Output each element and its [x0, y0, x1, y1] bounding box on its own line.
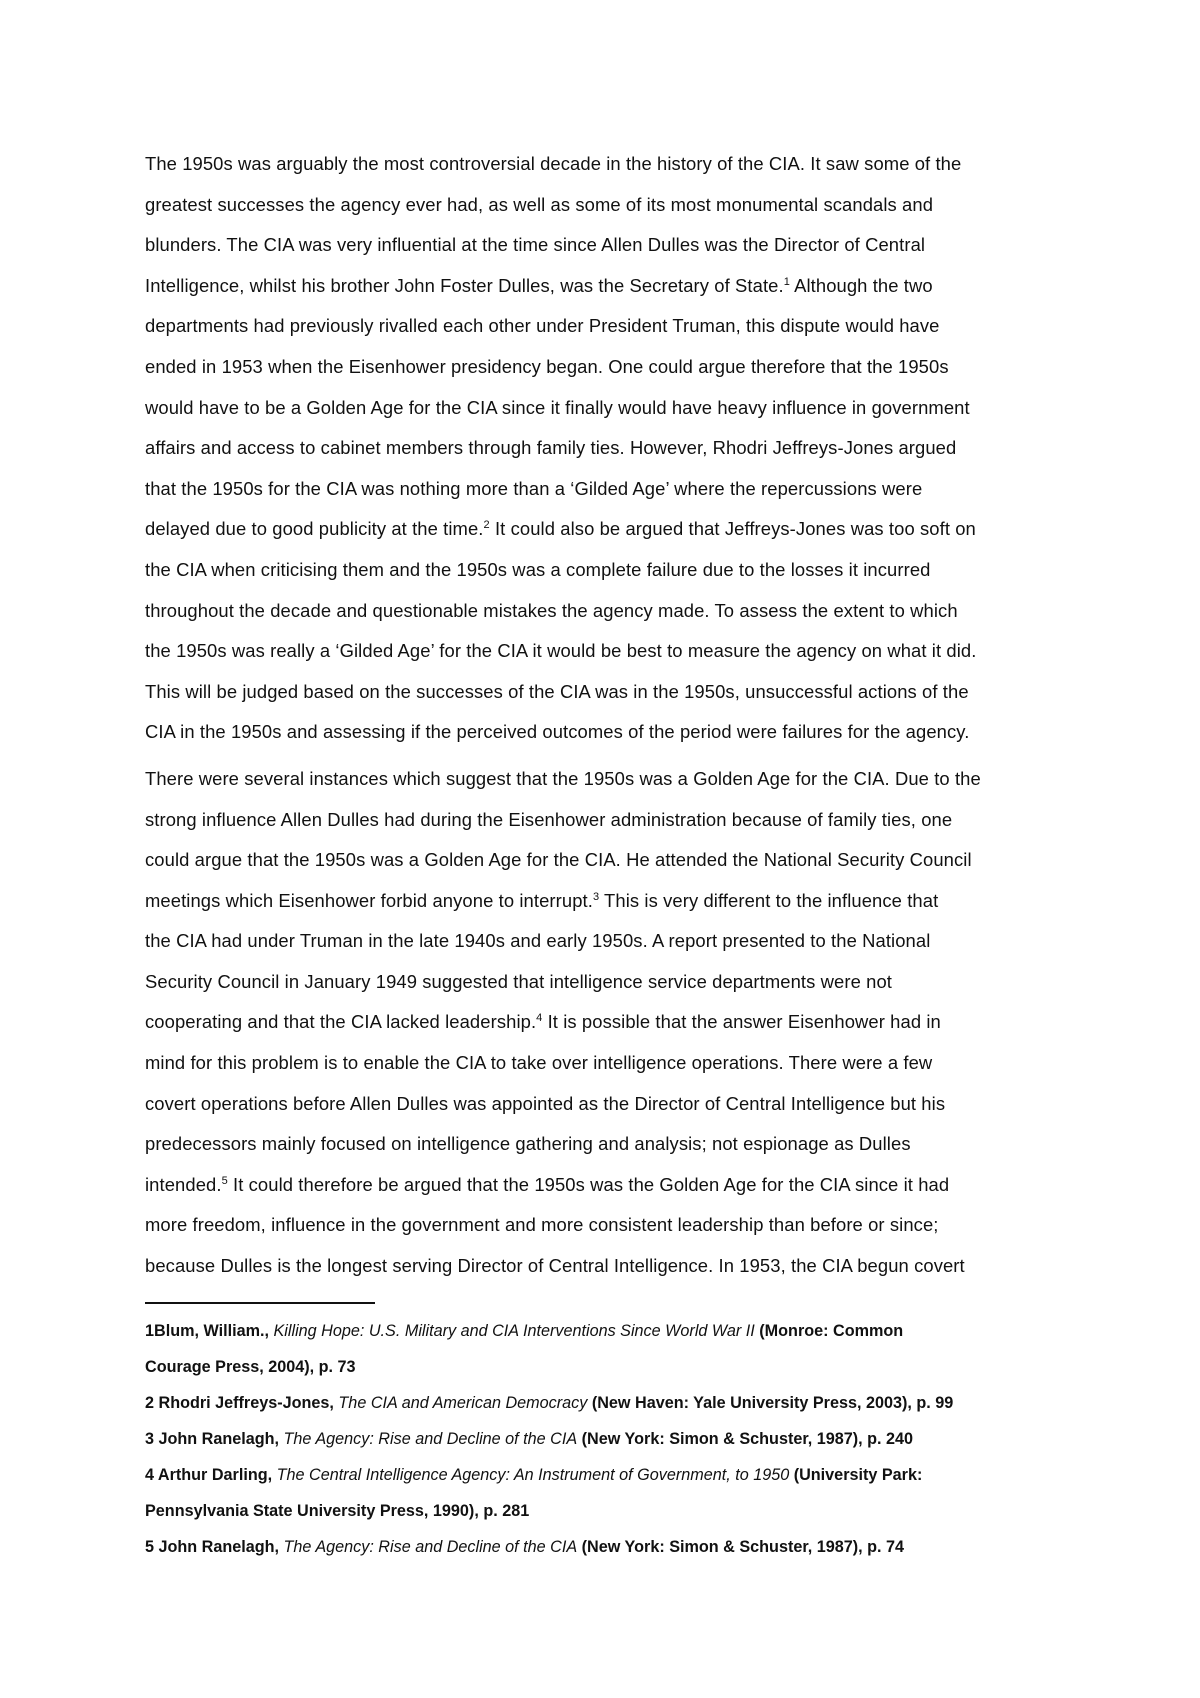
footnote-line [145, 1457, 1075, 1493]
footnote-work-title: The Agency: Rise and Decline of the CIA [283, 1538, 578, 1556]
footnote-work-title: Killing Hope: U.S. Military and CIA Interventions Since World War II [273, 1322, 755, 1340]
text-run: blunders. The CIA was very influential at the time since Allen Dulles was the Director of Central [145, 234, 926, 256]
footnote-work-title: The CIA and American Democracy [338, 1394, 588, 1412]
footnote-reference: 2 [483, 519, 490, 532]
text-line [145, 266, 1065, 307]
footnote-1 [145, 1313, 1075, 1385]
text-line [145, 185, 1065, 226]
text-run: Intelligence, whilst his brother John Foster Dulles, was the Secretary of State. [145, 274, 784, 296]
footnote-work-title: The Agency: Rise and Decline of the CIA [283, 1430, 578, 1448]
text-run: greatest successes the agency ever had, as well as some of its most monumental scandals and [145, 193, 934, 215]
text-run: mind for this problem is to enable the CIA to take over intelligence operations. There were a few [145, 1052, 933, 1074]
text-run: that the 1950s for the CIA was nothing more than a ‘Gilded Age’ where the repercussions were [145, 477, 923, 499]
text-line [145, 840, 1065, 881]
text-line [145, 631, 1065, 672]
text-line [145, 1002, 1065, 1043]
text-run: (New York: Simon & Schuster, 1987), p. 240 [577, 1430, 914, 1448]
text-run: 5 John Ranelagh, [145, 1538, 284, 1556]
text-line [145, 388, 1065, 429]
text-line [145, 1124, 1065, 1165]
text-run: Courage Press, 2004), p. 73 [145, 1358, 356, 1376]
footnote-4 [145, 1457, 1075, 1529]
text-run: 1Blum, William., [145, 1322, 274, 1340]
text-run: throughout the decade and questionable mistakes the agency made. To assess the extent to which [145, 599, 958, 621]
text-run: meetings which Eisenhower forbid anyone to interrupt. [145, 889, 593, 911]
text-line [145, 428, 1065, 469]
footnote-line [145, 1385, 1075, 1421]
text-run: It is possible that the answer Eisenhower had in [542, 1011, 941, 1033]
text-line [145, 225, 1065, 266]
text-line [145, 550, 1065, 591]
text-run: the CIA had under Truman in the late 1940s and early 1950s. A report presented to the National [145, 930, 931, 952]
text-line [145, 759, 1065, 800]
text-line [145, 881, 1065, 922]
text-line [145, 800, 1065, 841]
text-run: 4 Arthur Darling, [145, 1466, 277, 1484]
footnote-line [145, 1313, 1075, 1349]
text-run: delayed due to good publicity at the time. [145, 518, 484, 540]
text-run: 2 Rhodri Jeffreys-Jones, [145, 1394, 339, 1412]
text-run: cooperating and that the CIA lacked leadership. [145, 1011, 537, 1033]
text-run: would have to be a Golden Age for the CIA since it finally would have heavy influence in government [145, 396, 970, 418]
text-run: (New York: Simon & Schuster, 1987), p. 74 [577, 1538, 905, 1556]
footnotes [145, 1313, 1075, 1565]
text-run: This will be judged based on the successes of the CIA was in the 1950s, unsuccessful actions of the [145, 680, 969, 702]
text-run: The 1950s was arguably the most controversial decade in the history of the CIA. It saw some of the [145, 153, 962, 174]
text-run: because Dulles is the longest serving Director of Central Intelligence. In 1953, the CIA begun covert [145, 1255, 965, 1277]
footnote-line [145, 1349, 1075, 1385]
text-run: more freedom, influence in the government and more consistent leadership than before or since; [145, 1214, 939, 1236]
text-run: There were several instances which suggest that the 1950s was a Golden Age for the CIA. Due to the [145, 767, 981, 789]
text-line [145, 672, 1065, 713]
footnote-work-title: The Central Intelligence Agency: An Instrument of Government, to 1950 [276, 1466, 790, 1484]
footnote-reference: 3 [592, 890, 600, 903]
text-line [145, 144, 1065, 185]
footnote-5 [145, 1529, 1075, 1565]
text-line [145, 347, 1065, 388]
footnote-reference: 4 [536, 1012, 543, 1025]
text-run: ended in 1953 when the Eisenhower presidency began. One could argue therefore that the 1950s [145, 355, 949, 377]
text-run: covert operations before Allen Dulles was appointed as the Director of Central Intelligence but his [145, 1092, 946, 1114]
text-run: could argue that the 1950s was a Golden Age for the CIA. He attended the National Security Council [145, 849, 972, 871]
footnote-line [145, 1529, 1075, 1565]
text-line [145, 306, 1065, 347]
text-run: (University Park: [789, 1466, 923, 1484]
text-line [145, 1165, 1065, 1206]
text-run: It could also be argued that Jeffreys-Jones was too soft on [489, 518, 976, 540]
text-run: intended. [145, 1173, 222, 1195]
paragraph [145, 759, 1065, 1287]
footnote-line [145, 1421, 1075, 1457]
footnote-reference: 1 [783, 275, 790, 288]
footnote-3 [145, 1421, 1075, 1457]
text-run: This is very different to the influence that [599, 889, 939, 911]
text-run: Although the two [789, 274, 933, 296]
footnote-reference: 5 [221, 1174, 228, 1187]
footnote-separator [145, 1302, 375, 1304]
body-text [145, 144, 1065, 1287]
text-line [145, 962, 1065, 1003]
text-line [145, 1205, 1065, 1246]
text-run: departments had previously rivalled each other under President Truman, this dispute would have [145, 315, 940, 337]
text-run: affairs and access to cabinet members through family ties. However, Rhodri Jeffreys-Jones argued [145, 437, 957, 459]
text-run: (Monroe: Common [754, 1322, 904, 1340]
text-run: strong influence Allen Dulles had during the Eisenhower administration because of family ties, one [145, 808, 953, 830]
text-run: CIA in the 1950s and assessing if the perceived outcomes of the period were failures for the agency. [145, 721, 970, 743]
footnote-2 [145, 1385, 1075, 1421]
paragraph [145, 144, 1065, 753]
text-line [145, 712, 1065, 753]
text-line [145, 1246, 1065, 1287]
text-run: Security Council in January 1949 suggested that intelligence service departments were not [145, 970, 892, 992]
footnote-line [145, 1493, 1075, 1529]
text-line [145, 1043, 1065, 1084]
text-run: the 1950s was really a ‘Gilded Age’ for the CIA it would be best to measure the agency on what it did. [145, 640, 977, 662]
text-line [145, 921, 1065, 962]
text-run: (New Haven: Yale University Press, 2003), p. 99 [587, 1394, 954, 1412]
text-run: 3 John Ranelagh, [145, 1430, 284, 1448]
text-run: It could therefore be argued that the 1950s was the Golden Age for the CIA since it had [227, 1173, 950, 1195]
text-line [145, 469, 1065, 510]
text-line [145, 1084, 1065, 1125]
text-line [145, 509, 1065, 550]
text-run: predecessors mainly focused on intelligence gathering and analysis; not espionage as Dulles [145, 1133, 911, 1155]
text-run: the CIA when criticising them and the 1950s was a complete failure due to the losses it incurred [145, 558, 931, 580]
text-run: Pennsylvania State University Press, 1990), p. 281 [145, 1502, 530, 1520]
text-line [145, 591, 1065, 632]
